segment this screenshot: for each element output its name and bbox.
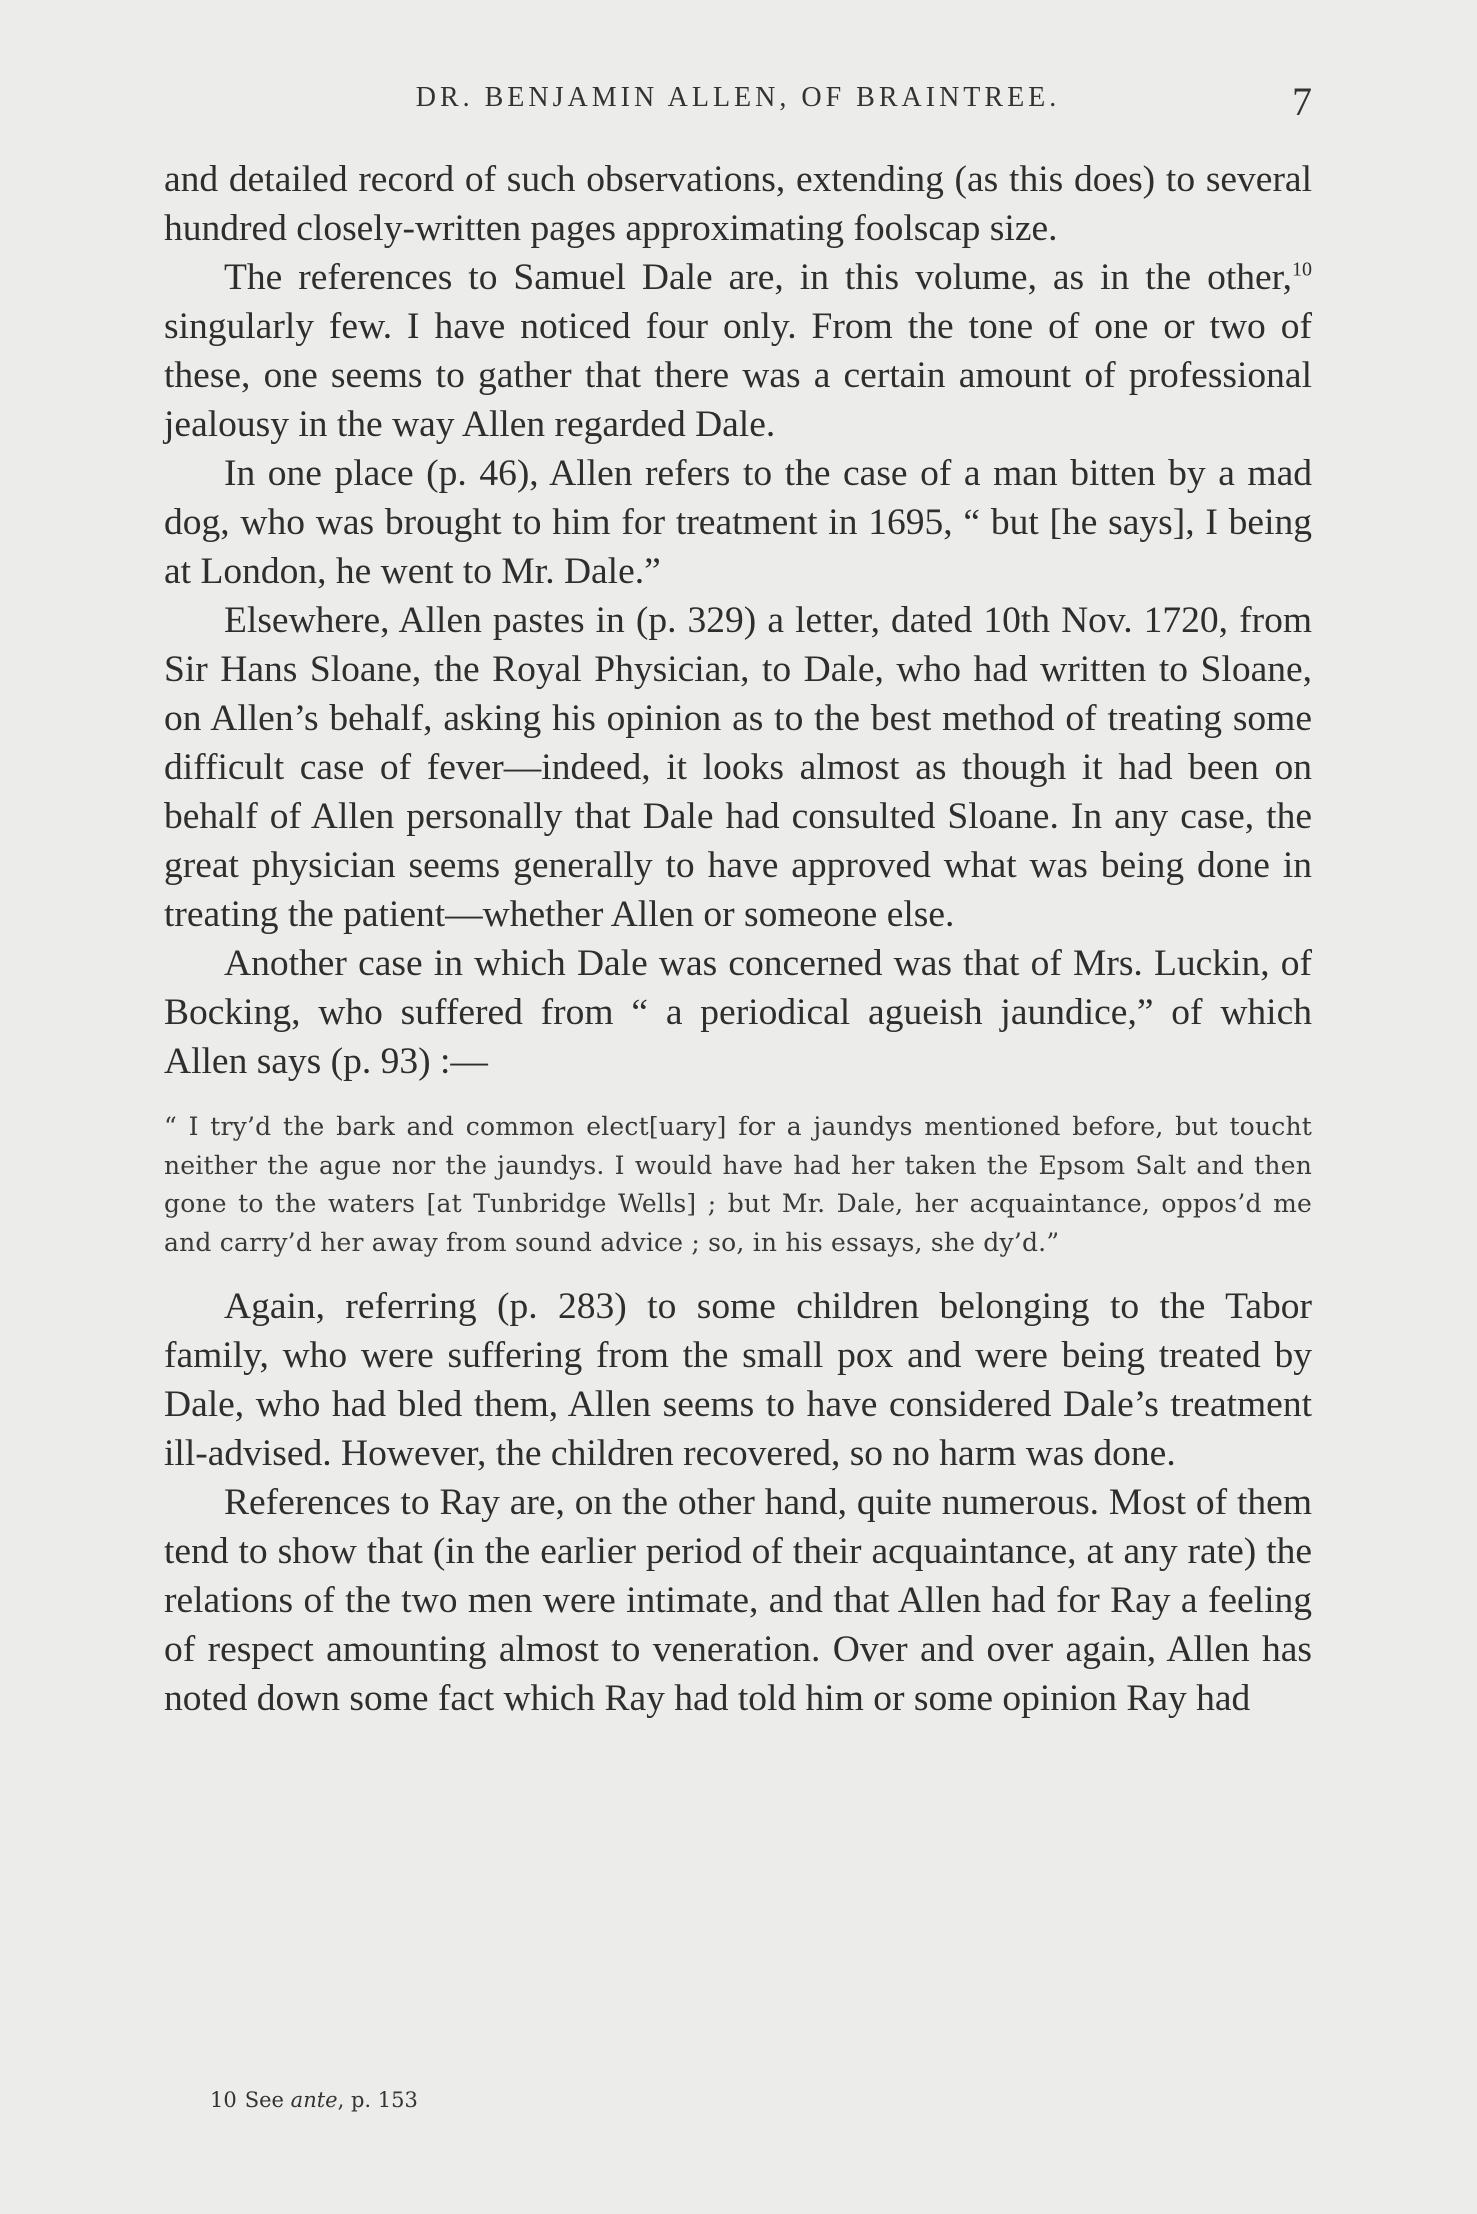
footnote-text-start: See (244, 2088, 284, 2112)
paragraph-2 (164, 253, 1312, 449)
footnote (210, 2088, 418, 2112)
footnote-number: 10 (210, 2088, 237, 2112)
footnote-text-end: , p. 153 (337, 2088, 418, 2112)
body-text (164, 155, 1312, 1723)
paragraph-5: Another case in which Dale was concerned was that of Mrs. Luckin, of Bocking, who suffered from “ a periodical agueish jaundice,” of which Allen says (p. 93) :— (164, 943, 1312, 1082)
page-number: 7 (1292, 79, 1312, 124)
paragraph-7: References to Ray are, on the other hand, quite numerous. Most of them tend to show that (in the earlier period of their acquaintance, at any rate) the relations of the two men were intimate, and that Allen had for Ray a feeling of respect amounting almost to veneration. Over and over again, Allen has noted down some fact which Ray had told him or some opinion Ray had (164, 1482, 1312, 1719)
paragraph-4: Elsewhere, Allen pastes in (p. 329) a letter, dated 10th Nov. 1720, from Sir Hans Sloane, the Royal Physician, to Dale, who had written to Sloane, on Allen’s behalf, asking his opinion as to the best method of treating some difficult case of fever—indeed, it looks almost as though it had been on behalf of Allen personally that Dale had consulted Sloane. In any case, the great physician seems generally to have approved what was being done in treating the patient—whether Allen or someone else. (164, 600, 1312, 935)
paragraph-2-end: singularly few. I have noticed four only. From the tone of one or two of these, one seems to gather that there was a certain amount of professional jealousy in the way Allen regarded Dale. (164, 306, 1312, 445)
block-quote: “ I try’d the bark and common elect[uary] for a jaundys mentioned before, but toucht neither the ague nor the jaundys. I would have had her taken the Epsom Salt and then gone to the waters [at Tunbridge Wells] ; but Mr. Dale, her acquaintance, oppos’d me and carry’d her away from sound advice ; so, in his essays, she dy’d.” (164, 1112, 1312, 1257)
footnote-italic: ante (290, 2088, 338, 2112)
running-head (164, 78, 1312, 122)
paragraph-6: Again, referring (p. 283) to some children belonging to the Tabor family, who were suffering from the small pox and were being treated by Dale, who had bled them, Allen seems to have considered Dale’s treatment ill-advised. However, the children recovered, so no harm was done. (164, 1286, 1312, 1474)
paragraph-1: and detailed record of such observations, extending (as this does) to several hundred closely-written pages approximating foolscap size. (164, 159, 1312, 249)
paragraph-2-start: The references to Samuel Dale are, in this volume, as in the other, (224, 257, 1292, 298)
paragraph-3: In one place (p. 46), Allen refers to the case of a man bitten by a mad dog, who was brought to him for treatment in 1695, “ but [he says], I being at London, he went to Mr. Dale.” (164, 453, 1312, 592)
running-title: DR. BENJAMIN ALLEN, OF BRAINTREE. (415, 82, 1061, 113)
footnote-reference: 10 (1292, 258, 1312, 281)
